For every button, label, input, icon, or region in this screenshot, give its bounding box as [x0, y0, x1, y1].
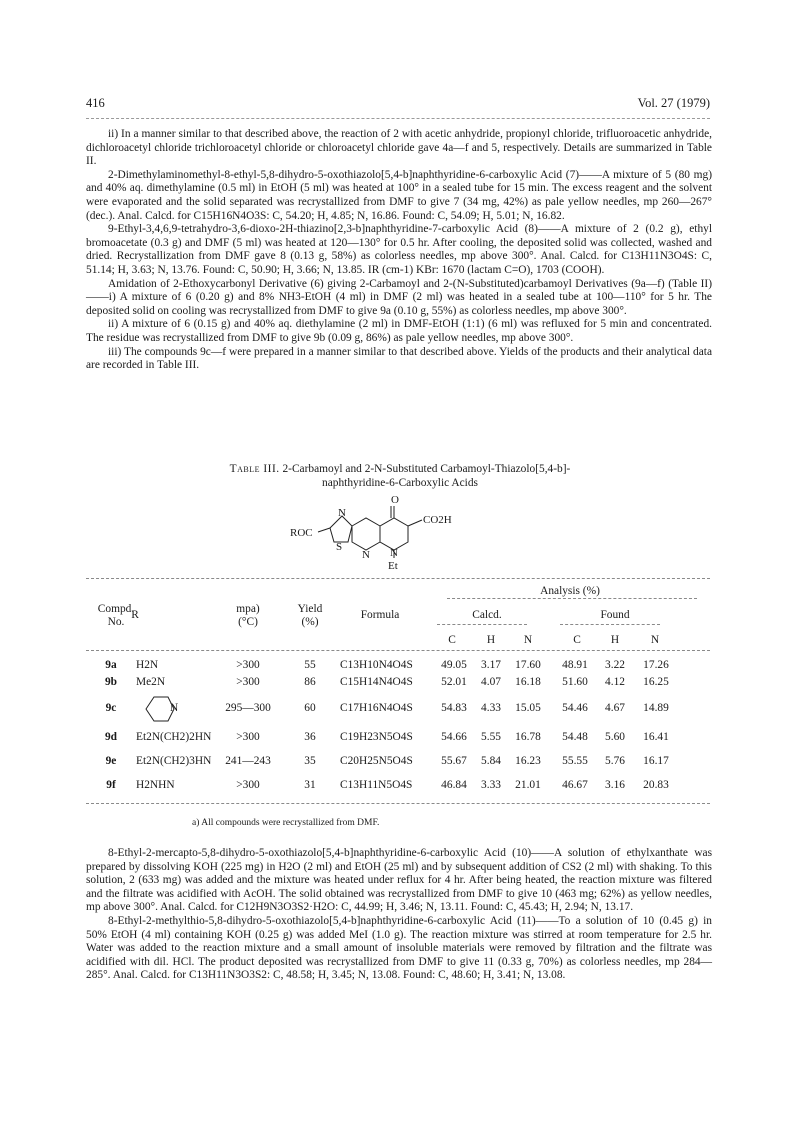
col-mp-unit: (°C) [238, 616, 258, 628]
col-found-n: N [650, 634, 660, 646]
table-cell-formula: C17H16N4O4S [340, 702, 413, 714]
table-cell-r: H2NHN [136, 779, 175, 791]
table-cell-yield: 31 [304, 779, 316, 791]
table-cell-found-c: 55.55 [562, 755, 588, 767]
paragraph-amidation-iii: iii) The compounds 9c—f were prepared in a manner similar to that described above. Yields of the products and their analytical data are recorded in Table III. [86, 345, 712, 372]
volume-label: Vol. 27 (1979) [637, 96, 710, 110]
table-cell-calc-n: 15.05 [515, 702, 541, 714]
table-cell-no: 9e [105, 755, 117, 767]
label-s: S [336, 541, 343, 553]
label-o: O [391, 494, 399, 506]
col-compd: Compd. [97, 603, 135, 615]
table-cell-found-n: 14.89 [643, 702, 669, 714]
table-cell-calc-c: 54.66 [441, 731, 467, 743]
table-cell-mp: >300 [236, 731, 260, 743]
table-cell-found-c: 46.67 [562, 779, 588, 791]
table-cell-calc-c: 55.67 [441, 755, 467, 767]
label-roc: ROC [290, 527, 313, 539]
table-cell-no: 9f [106, 779, 116, 791]
table-cell-found-h: 5.60 [605, 731, 625, 743]
table-cell-yield: 55 [304, 659, 316, 671]
table-cell-found-c: 54.46 [562, 702, 588, 714]
table-cell-no: 9b [104, 676, 118, 688]
table-cell-calc-c: 49.05 [441, 659, 467, 671]
table-header-rule [86, 650, 710, 651]
header-rule [86, 118, 710, 119]
table-cell-found-c: 48.91 [562, 659, 588, 671]
paragraph-amidation-ii: ii) A mixture of 6 (0.15 g) and 40% aq. diethylamine (2 ml) in DMF-EtOH (1:1) (6 ml) was refluxed for 5 min and concentrated. The residue was recrystallized from DMF to give 9b (0.09 g, 86%) as pale yellow needles, mp above 300°. [86, 318, 712, 344]
paragraph-compound-7: 2-Dimethylaminomethyl-8-ethyl-5,8-dihydro-5-oxothiazolo[5,4-b]naphthyridine-6-carboxylic Acid (7)——A mixture of 5 (80 mg) and 40% aq. dimethylamine (0.5 ml) in EtOH (5 ml) was heated at 100° in a sealed tube for 15 min. The excess reagent and the solvent were evaporated and the solid separated was recrystallized from DMF to give 7 (34 mg, 42%) as pale yellow needles, mp 260—267° (dec.). Anal. Calcd. for C15H16N4O3S: C, 54.20; H, 4.85; N, 16.86. Found: C, 54.09; H, 5.01; N, 16.82. [86, 168, 712, 222]
col-formula: Formula [360, 609, 400, 621]
table-cell-mp: >300 [236, 676, 260, 688]
table-cell-mp: >300 [236, 659, 260, 671]
table-title-line2: naphthyridine-6-Carboxylic Acids [322, 476, 478, 489]
table-bottom-rule [86, 803, 710, 804]
table-cell-formula: C13H11N5O4S [340, 779, 413, 791]
col-found-h: H [610, 634, 620, 646]
col-r: R [131, 609, 139, 621]
table-cell-yield: 36 [304, 731, 316, 743]
roc-bond [318, 528, 330, 532]
table-cell-r: Et2N(CH2)2HN [136, 731, 212, 743]
found-rule [560, 624, 660, 625]
table-cell-found-n: 16.17 [643, 755, 669, 767]
table-cell-formula: C19H23N5O4S [340, 731, 413, 743]
thiazole-ring [330, 516, 352, 542]
table-cell-no: 9d [104, 731, 118, 743]
col-yield-unit: (%) [301, 616, 319, 628]
piperidine-ring-icon [140, 694, 180, 724]
table-cell-yield: 86 [304, 676, 316, 688]
analysis-rule [447, 598, 697, 599]
pyridine-ring-2 [380, 518, 408, 550]
col-no: No. [107, 616, 125, 628]
table-cell-found-n: 16.25 [643, 676, 669, 688]
table-cell-found-h: 4.67 [605, 702, 625, 714]
paragraph-amidation: Amidation of 2-Ethoxycarbonyl Derivative (6) giving 2-Carbamoyl and 2-(N-Substituted)carbamoyl Derivatives (9a—f) (Table II)——i) A mixture of 6 (0.20 g) and 8% NH3-EtOH (4 ml) in DMF (2 ml) was heated in a sealed tube at 100—110° for 5 hr. The deposited solid on cooling was recrystallized from DMF to give 9a (0.10 g, 55%) as colorless needles, mp above 300°. [86, 277, 712, 317]
table-cell-r: N [170, 702, 179, 714]
table-cell-calc-h: 5.84 [481, 755, 501, 767]
table-cell-calc-n: 16.78 [515, 731, 541, 743]
table-cell-r: Et2N(CH2)3HN [136, 755, 212, 767]
table-cell-calc-h: 3.33 [481, 779, 501, 791]
table-cell-found-h: 5.76 [605, 755, 625, 767]
paragraph-compound-10: 8-Ethyl-2-mercapto-5,8-dihydro-5-oxothiazolo[5,4-b]naphthyridine-6-carboxylic Acid (10)——A solution of ethylxanthate was prepared by dissolving KOH (225 mg) in H2O (2 ml) and EtOH (25 ml) and by subsequent addition of CS2 (2 ml) with shaking. To this solution, 2 (633 mg) was added and the mixture was heated under reflux for 4 hr. After being heated, the reaction mixture was filtered and the filtrate was acidified with AcOH. The solid obtained was recrystallized from DMF to give 10 (463 mg; 62%) as yellow needles, mp above 300°. Anal. Calcd. for C12H9N3O3S2·H2O: C, 44.99; H, 3.46; N, 13.11. Found: C, 45.43; H, 2.94; N, 13.17. [86, 847, 712, 914]
table-label: Table III. [229, 463, 280, 475]
label-n1: N [338, 507, 346, 519]
table-cell-calc-h: 4.33 [481, 702, 501, 714]
table-caption [160, 463, 640, 490]
table-cell-calc-h: 3.17 [481, 659, 501, 671]
table-cell-mp: 295—300 [225, 702, 271, 714]
table-cell-calc-c: 52.01 [441, 676, 467, 688]
table-cell-no: 9a [105, 659, 117, 671]
body-text-bottom [86, 847, 712, 983]
table-cell-yield: 60 [304, 702, 316, 714]
table-title-line1: 2-Carbamoyl and 2-N-Substituted Carbamoyl-Thiazolo[5,4-b]- [282, 463, 571, 475]
table-cell-found-c: 51.60 [562, 676, 588, 688]
col-found-c: C [573, 634, 581, 646]
table-cell-found-h: 4.12 [605, 676, 625, 688]
table-cell-calc-n: 21.01 [515, 779, 541, 791]
table-footnote: a) All compounds were recrystallized from DMF. [192, 818, 380, 828]
table-cell-r: Me2N [136, 676, 166, 688]
table-top-rule [86, 578, 710, 579]
table-cell-found-n: 17.26 [643, 659, 669, 671]
col-yield: Yield [297, 603, 323, 615]
structure-drawing [290, 492, 500, 572]
table-cell-calc-c: 54.83 [441, 702, 467, 714]
col-analysis: Analysis (%) [540, 585, 600, 597]
table-cell-formula: C13H10N4O4S [340, 659, 413, 671]
table-cell-calc-h: 4.07 [481, 676, 501, 688]
table-cell-calc-n: 16.23 [515, 755, 541, 767]
label-et: Et [388, 560, 398, 572]
col-mp: mpa) [236, 603, 260, 615]
page-number: 416 [86, 96, 105, 110]
label-n3: N [390, 547, 398, 559]
col-calc-c: C [448, 634, 456, 646]
table-cell-found-n: 20.83 [643, 779, 669, 791]
col-found: Found [600, 609, 630, 621]
table-cell-found-c: 54.48 [562, 731, 588, 743]
table-cell-calc-c: 46.84 [441, 779, 467, 791]
table-cell-calc-h: 5.55 [481, 731, 501, 743]
table-cell-found-n: 16.41 [643, 731, 669, 743]
col-calc-n: N [523, 634, 533, 646]
table-cell-calc-n: 17.60 [515, 659, 541, 671]
pyridine-ring-1 [352, 518, 380, 550]
chemical-structure [290, 492, 500, 572]
table-cell-found-h: 3.22 [605, 659, 625, 671]
carboxyl-bond [408, 520, 422, 526]
table-cell-formula: C15H14N4O4S [340, 676, 413, 688]
table-cell-found-h: 3.16 [605, 779, 625, 791]
label-co2h: CO2H [423, 514, 452, 526]
table-cell-r: H2N [136, 659, 159, 671]
paragraph-compound-11: 8-Ethyl-2-methylthio-5,8-dihydro-5-oxothiazolo[5,4-b]naphthyridine-6-carboxylic Acid (11)——To a solution of 10 (0.45 g) in 50% EtOH (4 ml) containing KOH (0.25 g) was added MeI (1.0 g). The reaction mixture was stirred at room temperature for 2.5 hr. Water was added to the reaction mixture and a small amount of insoluble materials were removed by filtration and the filtrate was acidified with dil. HCl. The product deposited was recrystallized from DMF to give 11 (0.33 g, 70%) as colorless needles, mp 284—285°. Anal. Calcd. for C13H11N3O3S2: C, 48.58; H, 3.45; N, 13.08. Found: C, 48.60; H, 3.41; N, 13.08. [86, 914, 712, 982]
table-cell-mp: 241—243 [225, 755, 271, 767]
label-n2: N [362, 549, 370, 561]
table-cell-mp: >300 [236, 779, 260, 791]
paragraph-compound-8: 9-Ethyl-3,4,6,9-tetrahydro-3,6-dioxo-2H-thiazino[2,3-b]naphthyridine-7-carboxylic Acid (8)——A mixture of 2 (0.2 g), ethyl bromoacetate (0.3 g) and DMF (5 ml) was heated at 120—130° for 0.5 hr. After cooling, the deposited solid was collected, washed and dried. Recrystallization from DMF gave 8 (0.13 g, 58%) as colorless needles, mp above 300°. Anal. Calcd. for C13H11N3O4S: C, 51.14; H, 3.63; N, 13.76. Found: C, 50.90; H, 3.66; N, 13.85. IR (cm-1) KBr: 1670 (lactam C=O), 1703 (COOH). [86, 223, 712, 276]
col-calcd: Calcd. [472, 609, 502, 621]
paragraph-reaction-summary: ii) In a manner similar to that described above, the reaction of 2 with acetic anhydride, propionyl chloride, trifluoroacetic anhydride, dichloroacetyl chloride trichloroacetyl chloride or chloroacetyl chloride gave 4a—f and 5, respectively. Details are summarized in Table II. [86, 128, 712, 168]
table-cell-no: 9c [105, 702, 117, 714]
col-calc-h: H [486, 634, 496, 646]
body-text-top [86, 128, 712, 373]
calcd-rule [437, 624, 527, 625]
table-cell-yield: 35 [304, 755, 316, 767]
table-cell-calc-n: 16.18 [515, 676, 541, 688]
table-cell-formula: C20H25N5O4S [340, 755, 413, 767]
